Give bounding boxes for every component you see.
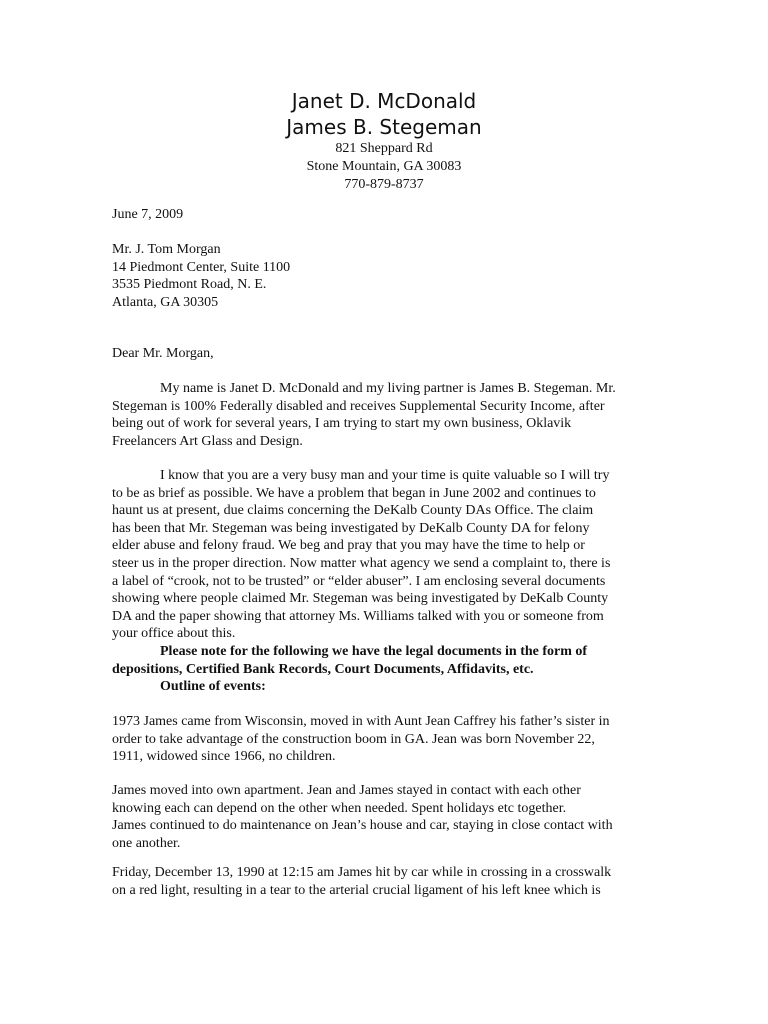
- para4-line: James moved into own apartment. Jean and James stayed in contact with each other: [112, 783, 581, 798]
- letterhead-phone: 770-879-8737: [344, 177, 424, 192]
- paragraph-2: [112, 467, 658, 643]
- letterhead-name-1: Janet D. McDonald: [291, 89, 477, 113]
- para5-line: Friday, December 13, 1990 at 12:15 am James hit by car while in crossing in a crosswalk: [112, 865, 612, 880]
- date-text: June 7, 2009: [112, 207, 184, 222]
- paragraph-1: [112, 380, 658, 450]
- recipient-line-4: Atlanta, GA 30305: [112, 294, 219, 310]
- outline-heading: Outline of events:: [160, 679, 266, 695]
- letter-date: [112, 206, 658, 224]
- salutation: [112, 345, 658, 363]
- para4-line: knowing each can depend on the other when needed. Spent holidays etc together.: [112, 800, 567, 816]
- para2-line: showing where people claimed Mr. Stegeman was being investigated by DeKalb County: [112, 591, 609, 607]
- para3-line: order to take advantage of the construction boom in GA. Jean was born November 22,: [112, 731, 595, 747]
- letterhead-name-2: James B. Stegeman: [286, 115, 482, 139]
- paragraph-4: [112, 782, 658, 852]
- recipient-line-3: 3535 Piedmont Road, N. E.: [112, 277, 267, 293]
- para1-line: Freelancers Art Glass and Design.: [112, 433, 303, 449]
- paragraph-3: [112, 713, 658, 766]
- recipient-line-2: 14 Piedmont Center, Suite 1100: [112, 259, 291, 275]
- recipient-address: [112, 241, 658, 311]
- bold-note-line: Please note for the following we have the legal documents in the form of: [160, 644, 588, 659]
- para5-line: on a red light, resulting in a tear to the arterial crucial ligament of his left knee which is: [112, 882, 601, 898]
- letterhead-city: Stone Mountain, GA 30083: [306, 159, 462, 174]
- para2-line: I know that you are a very busy man and your time is quite valuable so I will try: [160, 468, 610, 483]
- para1-line: My name is Janet D. McDonald and my living partner is James B. Stegeman. Mr.: [160, 381, 616, 396]
- para1-line: Stegeman is 100% Federally disabled and receives Supplemental Security Income, after: [112, 398, 605, 414]
- letterhead: [0, 88, 768, 194]
- para2-line: has been that Mr. Stegeman was being investigated by DeKalb County DA for felony: [112, 520, 590, 536]
- para2-line: haunt us at present, due claims concerning the DeKalb County DAs Office. The claim: [112, 503, 594, 519]
- salutation-text: Dear Mr. Morgan,: [112, 346, 214, 361]
- bold-note-line: depositions, Certified Bank Records, Court Documents, Affidavits, etc.: [112, 661, 534, 677]
- paragraph-5: [112, 864, 658, 899]
- para2-line: steer us in the proper direction. Now matter what agency we send a complaint to, there is: [112, 555, 611, 571]
- para1-line: being out of work for several years, I am trying to start my own business, Oklavik: [112, 416, 572, 432]
- para2-line: elder abuse and felony fraud. We beg and pray that you may have the time to help or: [112, 538, 585, 554]
- bold-note: [112, 643, 658, 696]
- para2-line: DA and the paper showing that attorney Ms. Williams talked with you or someone from: [112, 608, 604, 624]
- para4-line: one another.: [112, 835, 181, 851]
- para2-line: to be as brief as possible. We have a problem that began in June 2002 and continues to: [112, 485, 596, 501]
- recipient-line-1: Mr. J. Tom Morgan: [112, 242, 221, 257]
- para2-line: your office about this.: [112, 626, 236, 642]
- para3-line: 1973 James came from Wisconsin, moved in with Aunt Jean Caffrey his father’s sister in: [112, 714, 610, 729]
- para2-line: a label of “crook, not to be trusted” or “elder abuser”. I am enclosing several documents: [112, 573, 606, 589]
- para4-line: James continued to do maintenance on Jean’s house and car, staying in close contact with: [112, 818, 613, 834]
- letterhead-street: 821 Sheppard Rd: [335, 141, 433, 156]
- para3-line: 1911, widowed since 1966, no children.: [112, 749, 336, 765]
